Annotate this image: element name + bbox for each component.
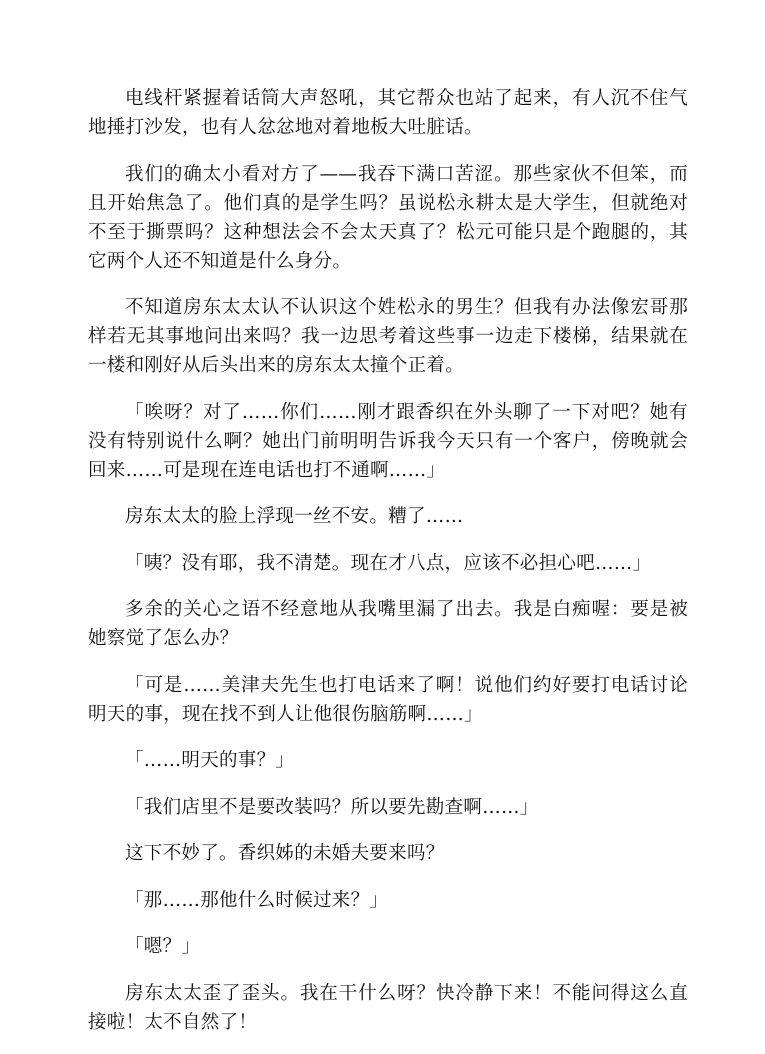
- document-page: [88, 84, 688, 1054]
- paragraph: 「可是……美津夫先生也打电话来了啊！说他们约好要打电话讨论明天的事，现在找不到人让他很伤脑筋啊……」: [88, 674, 688, 725]
- paragraph: 多余的关心之语不经意地从我嘴里漏了出去。我是白痴喔：要是被她察觉了怎么办？: [88, 599, 688, 649]
- paragraph: 房东太太歪了歪头。我在干什么呀？快冷静下来！不能问得这么直接啦！太不自然了！: [88, 982, 688, 1033]
- paragraph: 「……明天的事？」: [125, 750, 295, 771]
- paragraph: 「嗯？」: [125, 936, 201, 957]
- paragraph: 房东太太的脸上浮现一丝不安。糟了……: [125, 506, 464, 527]
- paragraph: 电线杆紧握着话筒大声怒吼，其它帮众也站了起来，有人沉不住气地捶打沙发，也有人忿忿地对着地板大吐脏话。: [88, 88, 688, 138]
- paragraph: 这下不妙了。香织姊的未婚夫要来吗？: [125, 843, 445, 864]
- paragraph: 「咦？没有耶，我不清楚。现在才八点，应该不必担心吧……」: [125, 552, 652, 574]
- paragraph: 「那……那他什么时候过来？」: [125, 889, 389, 911]
- paragraph: 不知道房东太太认不认识这个姓松永的男生？但我有办法像宏哥那样若无其事地问出来吗？我一边思考着这些事一边走下楼梯，结果就在一楼和刚好从后头出来的房东太太撞个正着。: [88, 297, 688, 376]
- paragraph: 「我们店里不是要改装吗？所以要先勘查啊……」: [125, 796, 539, 818]
- paragraph: 「唉呀？对了……你们……刚才跟香织在外头聊了一下对吧？她有没有特别说什么啊？她出门前明明告诉我今天只有一个客户，傍晚就会回来……可是现在连电话也打不通啊……」: [88, 401, 688, 481]
- paragraph: 我们的确太小看对方了——我吞下满口苦涩。那些家伙不但笨，而且开始焦急了。他们真的是学生吗？虽说松永耕太是大学生，但就绝对不至于撕票吗？这种想法会不会太天真了？松元可能只是个跑腿的，其它两个人还不知道是什么身分。: [88, 163, 688, 272]
